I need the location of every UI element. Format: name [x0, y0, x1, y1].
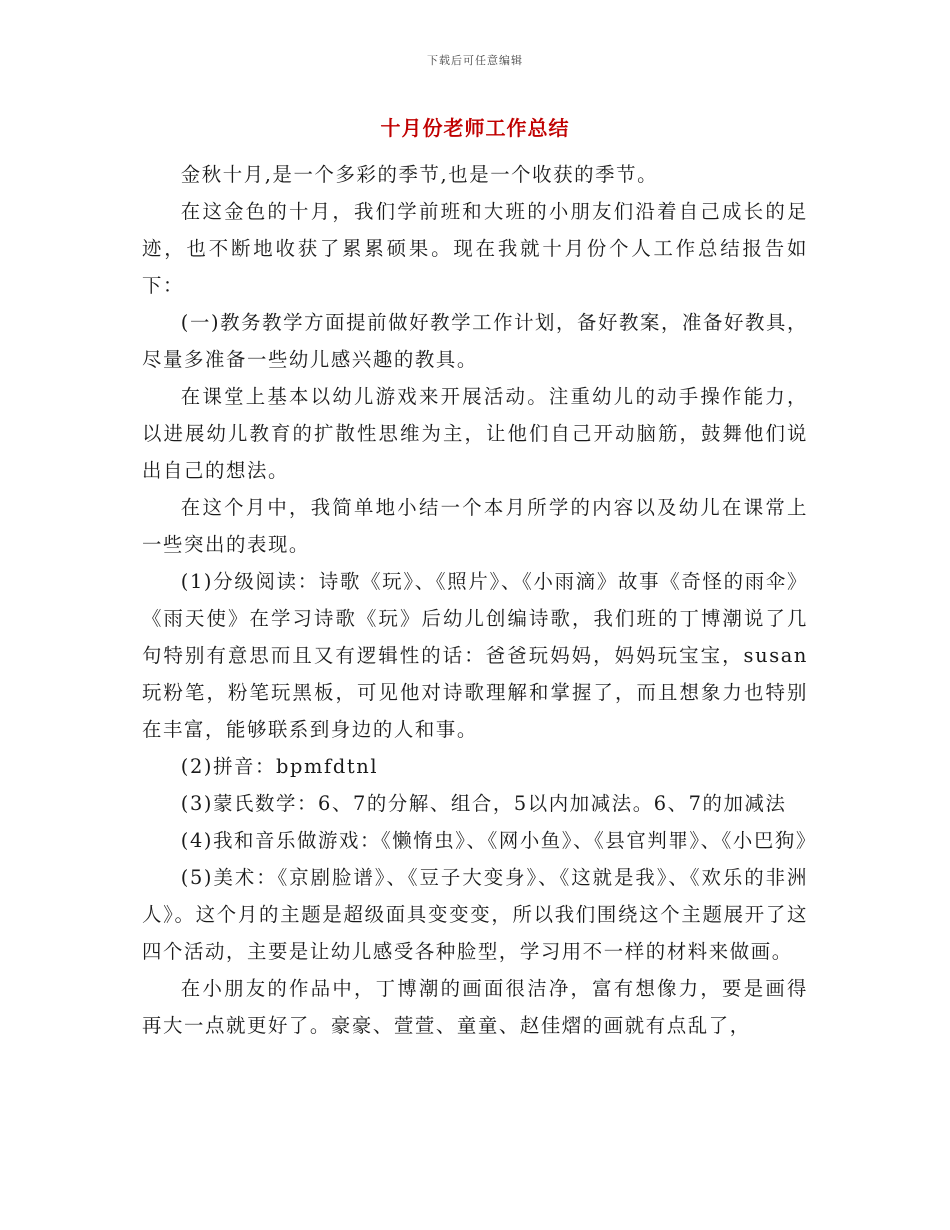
- page-header-note: 下载后可任意编辑: [427, 54, 523, 67]
- paragraph: (4)我和音乐做游戏：《懒惰虫》、《网小鱼》、《县官判罪》、《小巴狗》: [180, 829, 817, 852]
- paragraph: (3)蒙氏数学：6、7的分解、组合，5以内加减法。6、7的加减法: [180, 792, 787, 815]
- document-title: 十月份老师工作总结: [380, 116, 570, 140]
- paragraph: (1)分级阅读：诗歌《玩》、《照片》、《小雨滴》故事《奇怪的雨伞》《雨天使》在学习诗歌《玩》后幼儿创编诗歌，我们班的丁博潮说了几句特别有意思而且又有逻辑性的话：爸爸玩妈妈，妈妈玩宝宝，susan玩粉笔，粉笔玩黑板，可见他对诗歌理解和掌握了，而且想象力也特别在丰富，能够联系到身边的人和事。: [142, 570, 808, 741]
- paragraph: 在小朋友的作品中，丁博潮的画面很洁净，富有想像力，要是画得再大一点就更好了。豪豪、萱萱、童童、赵佳熠的画就有点乱了，: [142, 977, 808, 1037]
- paragraph: 在这个月中，我简单地小结一个本月所学的内容以及幼儿在课常上一些突出的表现。: [142, 496, 808, 556]
- document-body: [142, 156, 817, 1044]
- paragraph: (2)拼音：bpmfdtnl: [180, 755, 379, 778]
- paragraph: (一)教务教学方面提前做好教学工作计划，备好教案，准备好教具，尽量多准备一些幼儿感兴趣的教具。: [142, 311, 808, 371]
- paragraph: (5)美术：《京剧脸谱》、《豆子大变身》、《这就是我》、《欢乐的非洲人》。这个月的主题是超级面具变变变，所以我们围绕这个主题展开了这四个活动，主要是让幼儿感受各种脸型，学习用不一样的材料来做画。: [142, 866, 808, 963]
- paragraph: 在课堂上基本以幼儿游戏来开展活动。注重幼儿的动手操作能力，以进展幼儿教育的扩散性思维为主，让他们自己开动脑筋，鼓舞他们说出自己的想法。: [142, 385, 808, 482]
- paragraph: 金秋十月,是一个多彩的季节,也是一个收获的季节。: [180, 163, 659, 186]
- paragraph: 在这金色的十月，我们学前班和大班的小朋友们沿着自己成长的足迹，也不断地收获了累累硕果。现在我就十月份个人工作总结报告如下：: [142, 200, 808, 297]
